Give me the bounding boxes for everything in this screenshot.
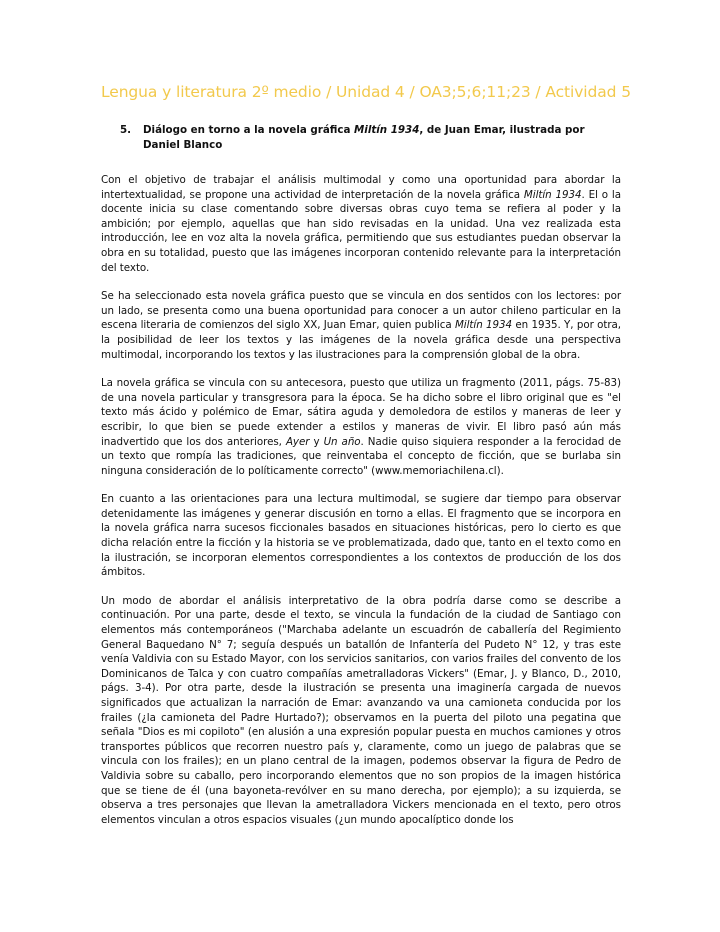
paragraph-text: . El o la docente inicia su clase comentando sobre diversas obras cuyo tema se refiera al poder y la ambición; por ejemplo, aquellas que han sido revisadas en la unidad. Una vez realizada esta introducción, lee en voz alta la novela gráfica, permitiendo que sus estudiantes puedan observar la obra en su totalidad, puesto que las imágenes incorporan contenido relevante para la interpretación del texto. bbox=[101, 188, 621, 274]
document-title: Lengua y literatura 2º medio / Unidad 4 / OA3;5;6;11;23 / Actividad 5 bbox=[101, 83, 631, 101]
heading-book-title: Miltín 1934 bbox=[354, 124, 420, 136]
heading-text-before: Diálogo en torno a la novela gráfica bbox=[143, 124, 355, 136]
book-title-italic: Miltín 1934 bbox=[523, 188, 582, 201]
paragraph-objective bbox=[101, 173, 621, 275]
heading-text-after: , de Juan Emar, ilustrada por Daniel Blanco bbox=[143, 124, 585, 151]
paragraph-text: Se ha seleccionado esta novela gráfica puesto que se vincula en dos sentidos con los lectores: por un lado, se presenta como una buena oportunidad para conocer a un autor chileno particular en la escena literaria de comienzos del siglo XX, Juan Emar, quien publica bbox=[101, 290, 621, 332]
paragraph-text: Con el objetivo de trabajar el análisis multimodal y como una oportunidad para abordar la intertextualidad, se propone una actividad de interpretación de la novela gráfica bbox=[101, 174, 621, 201]
paragraph-text: En cuanto a las orientaciones para una lectura multimodal, se sugiere dar tiempo para observar detenidamente las imágenes y generar discusión en torno a ellas. El fragmento que se incorpora en la novela gráfica narra sucesos ficcionales basados en situaciones históricas, pero lo cierto es que dicha relación entre la ficción y la historia se ve problematizada, dado que, tanto en el texto como en la ilustración, se incorporan elementos correspondientes a los contextos de producción de los dos ámbitos. bbox=[101, 493, 621, 579]
paragraph-text: La novela gráfica se vincula con su antecesora, puesto que utiliza un fragmento (2011, págs. 75-83) de una novela particular y transgresora para la época. Se ha dicho sobre el libro original que es "el texto más ácido y polémico de Emar, sátira aguda y demoledora de estilos y maneras de leer y escribir, lo que bien se puede extender a estilos y maneras de vivir. El libro pasó aún más inadvertido que los dos anteriores, bbox=[101, 377, 621, 448]
book-title-italic: Ayer bbox=[285, 435, 310, 448]
book-title-italic: Un año bbox=[323, 435, 361, 448]
section-heading-text bbox=[143, 123, 621, 153]
paragraph-analysis bbox=[101, 594, 621, 828]
section-heading bbox=[120, 123, 621, 153]
document-page bbox=[101, 82, 631, 827]
book-title-italic: Miltín 1934 bbox=[454, 319, 513, 332]
section-number: 5. bbox=[120, 124, 132, 136]
paragraph-orientations bbox=[101, 492, 621, 580]
paragraph-text: Un modo de abordar el análisis interpretativo de la obra podría darse como se describe a continuación. Por una parte, desde el texto, se vincula la fundación de la ciudad de Santiago con elementos más contemporáneos ("Marchaba adelante un escuadrón de caballería del Regimiento General Baquedano N° 7; seguía después un batallón de Infantería del Pudeto N° 12, y tras este venía Valdivia con su Estado Mayor, con los servicios sanitarios, con varios frailes del convento de los Dominicanos de Talca y con cuatro compañías ametralladoras Vickers" (Emar, J. y Blanco, D., 2010, págs. 3-4). Por otra parte, desde la ilustración se presenta una imaginería cargada de nuevos significados que actualizan la narración de Emar: avanzando va una camioneta conducida por los frailes (¿la camioneta del Padre Hurtado?); observamos en la puerta del piloto una pegatina que señala "Dios es mi copiloto" (en alusión a una expresión popular puesta en muchos camiones y otros transportes públicos que recorren nuestro país y, claramente, como un juego de palabras que se vincula con los frailes); en un plano central de la imagen, podemos observar la figura de Pedro de Valdivia sobre su caballo, pero incorporando elementos que no son propios de la imagen histórica que se tiene de él (una bayoneta-revólver en su mano derecha, por ejemplo); a su izquierda, se observa a tres personajes que llevan la ametralladora Vickers mencionada en el texto, pero otros elementos vinculan a otros espacios visuales (¿un mundo apocalíptico donde los bbox=[101, 594, 621, 826]
paragraph-text: y bbox=[309, 435, 324, 448]
paragraph-text: . Nadie quiso siquiera responder a la ferocidad de un texto que rompía las tradiciones, que reinventaba el concepto de ficción, que se burlaba sin ninguna consideración de lo políticamente correcto" (www.memoriachilena.cl). bbox=[101, 435, 622, 477]
paragraph-text: en 1935. Y, por otra, la posibilidad de leer los textos y las imágenes de la novela gráfica desde una perspectiva multimodal, incorporando los textos y las ilustraciones para la comprensión global de la obra. bbox=[101, 319, 621, 361]
paragraph-antecedent bbox=[101, 376, 621, 478]
paragraph-selection bbox=[101, 289, 621, 362]
